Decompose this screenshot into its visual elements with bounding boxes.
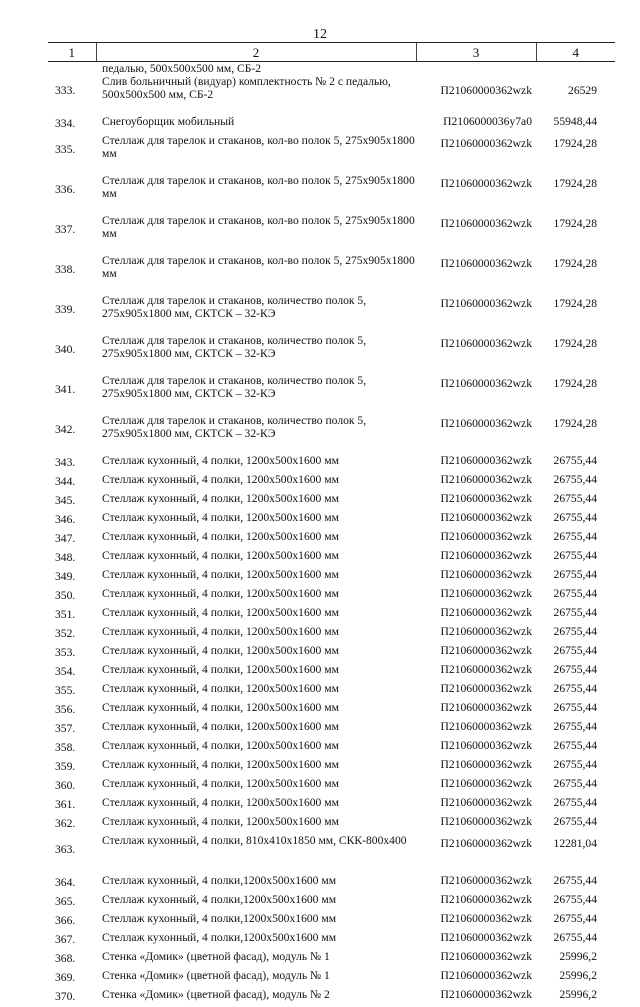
table-row (48, 893, 615, 912)
row-code: П21060000362wzk (416, 134, 536, 174)
row-number: 343. (48, 454, 96, 473)
table-row (48, 815, 615, 834)
row-price: 26755,44 (536, 511, 615, 530)
row-number: 358. (48, 739, 96, 758)
row-name: Стенка «Домик» (цветной фасад), модуль № 2 (96, 988, 416, 1007)
row-number: 364. (48, 874, 96, 893)
table-row (48, 701, 615, 720)
row-price: 26755,44 (536, 796, 615, 815)
row-number: 352. (48, 625, 96, 644)
row-code: П21060000362wzk (416, 587, 536, 606)
row-name: Стеллаж кухонный, 4 полки, 1200x500x1600 мм (96, 796, 416, 815)
row-code: П21060000362wzk (416, 511, 536, 530)
row-number: 339. (48, 294, 96, 334)
row-name: Стеллаж кухонный, 4 полки, 1200x500x1600 мм (96, 568, 416, 587)
row-price (536, 62, 615, 76)
row-price: 26755,44 (536, 530, 615, 549)
row-price: 17924,28 (536, 214, 615, 254)
row-name: Стеллаж кухонный, 4 полки, 1200x500x1600 мм (96, 644, 416, 663)
row-name: Стеллаж кухонный, 4 полки, 1200x500x1600 мм (96, 549, 416, 568)
row-code: П21060000362wzk (416, 414, 536, 454)
row-number: 369. (48, 969, 96, 988)
row-price: 26755,44 (536, 701, 615, 720)
inventory-table (48, 42, 615, 1007)
row-code: П21060000362wzk (416, 606, 536, 625)
table-row (48, 720, 615, 739)
row-code: П21060000362wzk (416, 625, 536, 644)
row-price: 26755,44 (536, 720, 615, 739)
row-price: 26755,44 (536, 587, 615, 606)
row-price: 12281,04 (536, 834, 615, 874)
row-code: П2106000036у7а0 (416, 115, 536, 134)
header-col-2: 2 (96, 43, 416, 62)
row-name: Стеллаж для тарелок и стаканов, количество полок 5, 275x905x1800 мм, СКТСК – 32-КЭ (96, 414, 416, 454)
row-price: 26755,44 (536, 568, 615, 587)
row-number: 351. (48, 606, 96, 625)
row-name: Стеллаж кухонный, 4 полки, 1200x500x1600 мм (96, 492, 416, 511)
row-price: 26755,44 (536, 606, 615, 625)
row-number: 368. (48, 950, 96, 969)
row-price: 26755,44 (536, 492, 615, 511)
row-name: Стеллаж кухонный, 4 полки, 1200x500x1600 мм (96, 701, 416, 720)
row-price: 26755,44 (536, 682, 615, 701)
row-name: Стеллаж кухонный, 4 полки, 1200x500x1600 мм (96, 473, 416, 492)
row-price: 26529 (536, 75, 615, 115)
row-number: 333. (48, 75, 96, 115)
table-row (48, 931, 615, 950)
row-number: 337. (48, 214, 96, 254)
row-price: 26755,44 (536, 893, 615, 912)
table-row (48, 214, 615, 254)
row-price: 17924,28 (536, 414, 615, 454)
row-name: Стеллаж для тарелок и стаканов, кол-во полок 5, 275x905x1800 мм (96, 134, 416, 174)
row-number: 353. (48, 644, 96, 663)
row-code: П21060000362wzk (416, 893, 536, 912)
row-number: 362. (48, 815, 96, 834)
row-code: П21060000362wzk (416, 682, 536, 701)
row-number: 357. (48, 720, 96, 739)
page-number: 12 (0, 27, 640, 43)
row-code: П21060000362wzk (416, 912, 536, 931)
table-row (48, 374, 615, 414)
row-name: Стеллаж для тарелок и стаканов, кол-во полок 5, 275x905x1800 мм (96, 254, 416, 294)
row-name: Стеллаж кухонный, 4 полки, 1200x500x1600 мм (96, 777, 416, 796)
row-number: 344. (48, 473, 96, 492)
row-code: П21060000362wzk (416, 739, 536, 758)
row-code: П21060000362wzk (416, 950, 536, 969)
row-number: 360. (48, 777, 96, 796)
row-number: 365. (48, 893, 96, 912)
row-price: 25996,2 (536, 969, 615, 988)
row-code: П21060000362wzk (416, 931, 536, 950)
row-code: П21060000362wzk (416, 530, 536, 549)
table-row (48, 912, 615, 931)
row-name: педалью, 500x500x500 мм, СБ-2 (96, 62, 416, 76)
row-price: 26755,44 (536, 931, 615, 950)
row-price: 25996,2 (536, 950, 615, 969)
row-name: Стеллаж кухонный, 4 полки, 1200x500x1600 мм (96, 587, 416, 606)
row-code: П21060000362wzk (416, 701, 536, 720)
table-row (48, 777, 615, 796)
table-row (48, 606, 615, 625)
table-row (48, 492, 615, 511)
table-row (48, 549, 615, 568)
header-col-4: 4 (536, 43, 615, 62)
row-number: 341. (48, 374, 96, 414)
row-code: П21060000362wzk (416, 254, 536, 294)
row-name: Стенка «Домик» (цветной фасад), модуль № 1 (96, 969, 416, 988)
row-code: П21060000362wzk (416, 796, 536, 815)
row-number: 348. (48, 549, 96, 568)
table-row (48, 796, 615, 815)
table-row (48, 969, 615, 988)
row-code: П21060000362wzk (416, 969, 536, 988)
row-price: 25996,2 (536, 988, 615, 1007)
row-name: Стеллаж для тарелок и стаканов, количество полок 5, 275x905x1800 мм, СКТСК – 32-КЭ (96, 374, 416, 414)
row-code: П21060000362wzk (416, 568, 536, 587)
row-price: 17924,28 (536, 134, 615, 174)
table-row (48, 454, 615, 473)
row-price: 26755,44 (536, 625, 615, 644)
table-row (48, 254, 615, 294)
row-name: Стеллаж кухонный, 4 полки,1200x500x1600 мм (96, 931, 416, 950)
row-price: 17924,28 (536, 374, 615, 414)
row-number: 350. (48, 587, 96, 606)
row-code: П21060000362wzk (416, 374, 536, 414)
row-code: П21060000362wzk (416, 988, 536, 1007)
row-name: Слив больничный (видуар) комплектность № 2 с педалью, 500x500x500 мм, СБ-2 (96, 75, 416, 115)
row-name: Стеллаж кухонный, 4 полки,1200x500x1600 мм (96, 893, 416, 912)
row-name: Стеллаж для тарелок и стаканов, количество полок 5, 275x905x1800 мм, СКТСК – 32-КЭ (96, 334, 416, 374)
row-name: Стеллаж кухонный, 4 полки, 1200x500x1600 мм (96, 739, 416, 758)
row-price: 26755,44 (536, 758, 615, 777)
row-name: Стеллаж кухонный, 4 полки, 1200x500x1600 мм (96, 815, 416, 834)
row-price: 17924,28 (536, 254, 615, 294)
row-price: 26755,44 (536, 815, 615, 834)
row-price: 17924,28 (536, 174, 615, 214)
table-row (48, 739, 615, 758)
row-number: 336. (48, 174, 96, 214)
table-row (48, 334, 615, 374)
header-col-3: 3 (416, 43, 536, 62)
row-number: 370. (48, 988, 96, 1007)
row-number: 354. (48, 663, 96, 682)
row-name: Стеллаж кухонный, 4 полки, 1200x500x1600 мм (96, 682, 416, 701)
row-name: Стеллаж для тарелок и стаканов, кол-во полок 5, 275x905x1800 мм (96, 214, 416, 254)
row-name: Стеллаж кухонный, 4 полки, 1200x500x1600 мм (96, 530, 416, 549)
row-code: П21060000362wzk (416, 815, 536, 834)
row-code: П21060000362wzk (416, 214, 536, 254)
row-code: П21060000362wzk (416, 334, 536, 374)
row-code: П21060000362wzk (416, 720, 536, 739)
row-code: П21060000362wzk (416, 174, 536, 214)
table-row (48, 511, 615, 530)
row-number: 335. (48, 134, 96, 174)
row-name: Стеллаж кухонный, 4 полки, 810x410x1850 мм, СКК-800x400 (96, 834, 416, 874)
row-code (416, 62, 536, 76)
table-row (48, 950, 615, 969)
row-price: 55948,44 (536, 115, 615, 134)
row-name: Стеллаж кухонный, 4 полки, 1200x500x1600 мм (96, 511, 416, 530)
row-code: П21060000362wzk (416, 777, 536, 796)
row-code: П21060000362wzk (416, 758, 536, 777)
row-code: П21060000362wzk (416, 473, 536, 492)
row-code: П21060000362wzk (416, 294, 536, 334)
row-number: 363. (48, 834, 96, 874)
table-row (48, 75, 615, 115)
table-row (48, 758, 615, 777)
row-number: 340. (48, 334, 96, 374)
row-code: П21060000362wzk (416, 644, 536, 663)
row-price: 26755,44 (536, 454, 615, 473)
row-price: 26755,44 (536, 912, 615, 931)
row-number: 334. (48, 115, 96, 134)
table-row (48, 625, 615, 644)
row-number (48, 62, 96, 76)
row-code: П21060000362wzk (416, 663, 536, 682)
row-name: Стеллаж кухонный, 4 полки,1200x500x1600 мм (96, 874, 416, 893)
table-row (48, 473, 615, 492)
table-row (48, 988, 615, 1007)
row-name: Стеллаж кухонный, 4 полки, 1200x500x1600 мм (96, 454, 416, 473)
row-price: 26755,44 (536, 473, 615, 492)
row-name: Стеллаж кухонный, 4 полки, 1200x500x1600 мм (96, 606, 416, 625)
row-number: 345. (48, 492, 96, 511)
row-price: 26755,44 (536, 644, 615, 663)
table-row (48, 294, 615, 334)
row-name: Стеллаж кухонный, 4 полки, 1200x500x1600 мм (96, 625, 416, 644)
row-name: Стеллаж кухонный, 4 полки, 1200x500x1600 мм (96, 758, 416, 777)
row-price: 26755,44 (536, 874, 615, 893)
row-price: 26755,44 (536, 549, 615, 568)
row-code: П21060000362wzk (416, 454, 536, 473)
row-number: 338. (48, 254, 96, 294)
row-number: 367. (48, 931, 96, 950)
table-row (48, 834, 615, 874)
row-price: 17924,28 (536, 294, 615, 334)
table-row (48, 174, 615, 214)
row-name: Стеллаж кухонный, 4 полки,1200x500x1600 мм (96, 912, 416, 931)
row-number: 342. (48, 414, 96, 454)
row-code: П21060000362wzk (416, 549, 536, 568)
row-number: 347. (48, 530, 96, 549)
table-row (48, 568, 615, 587)
row-number: 349. (48, 568, 96, 587)
table-row (48, 644, 615, 663)
row-number: 346. (48, 511, 96, 530)
row-name: Стеллаж кухонный, 4 полки, 1200x500x1600 мм (96, 720, 416, 739)
row-number: 361. (48, 796, 96, 815)
continuation-row (48, 62, 615, 76)
table-row (48, 530, 615, 549)
row-number: 359. (48, 758, 96, 777)
row-price: 26755,44 (536, 739, 615, 758)
row-price: 26755,44 (536, 777, 615, 796)
row-code: П21060000362wzk (416, 874, 536, 893)
row-code: П21060000362wzk (416, 75, 536, 115)
row-name: Снегоуборщик мобильный (96, 115, 416, 134)
row-code: П21060000362wzk (416, 492, 536, 511)
row-name: Стеллаж для тарелок и стаканов, кол-во полок 5, 275x905x1800 мм (96, 174, 416, 214)
row-price: 26755,44 (536, 663, 615, 682)
row-name: Стенка «Домик» (цветной фасад), модуль № 1 (96, 950, 416, 969)
table-row (48, 663, 615, 682)
table-row (48, 134, 615, 174)
table-row (48, 874, 615, 893)
header-col-1: 1 (48, 43, 96, 62)
table-row (48, 682, 615, 701)
row-price: 17924,28 (536, 334, 615, 374)
table-row (48, 587, 615, 606)
row-name: Стеллаж для тарелок и стаканов, количество полок 5, 275x905x1800 мм, СКТСК – 32-КЭ (96, 294, 416, 334)
row-number: 356. (48, 701, 96, 720)
table-body (48, 62, 615, 1007)
row-name: Стеллаж кухонный, 4 полки, 1200x500x1600 мм (96, 663, 416, 682)
row-number: 355. (48, 682, 96, 701)
row-code: П21060000362wzk (416, 834, 536, 874)
table-row (48, 115, 615, 134)
row-number: 366. (48, 912, 96, 931)
table-header (48, 43, 615, 62)
table-row (48, 414, 615, 454)
